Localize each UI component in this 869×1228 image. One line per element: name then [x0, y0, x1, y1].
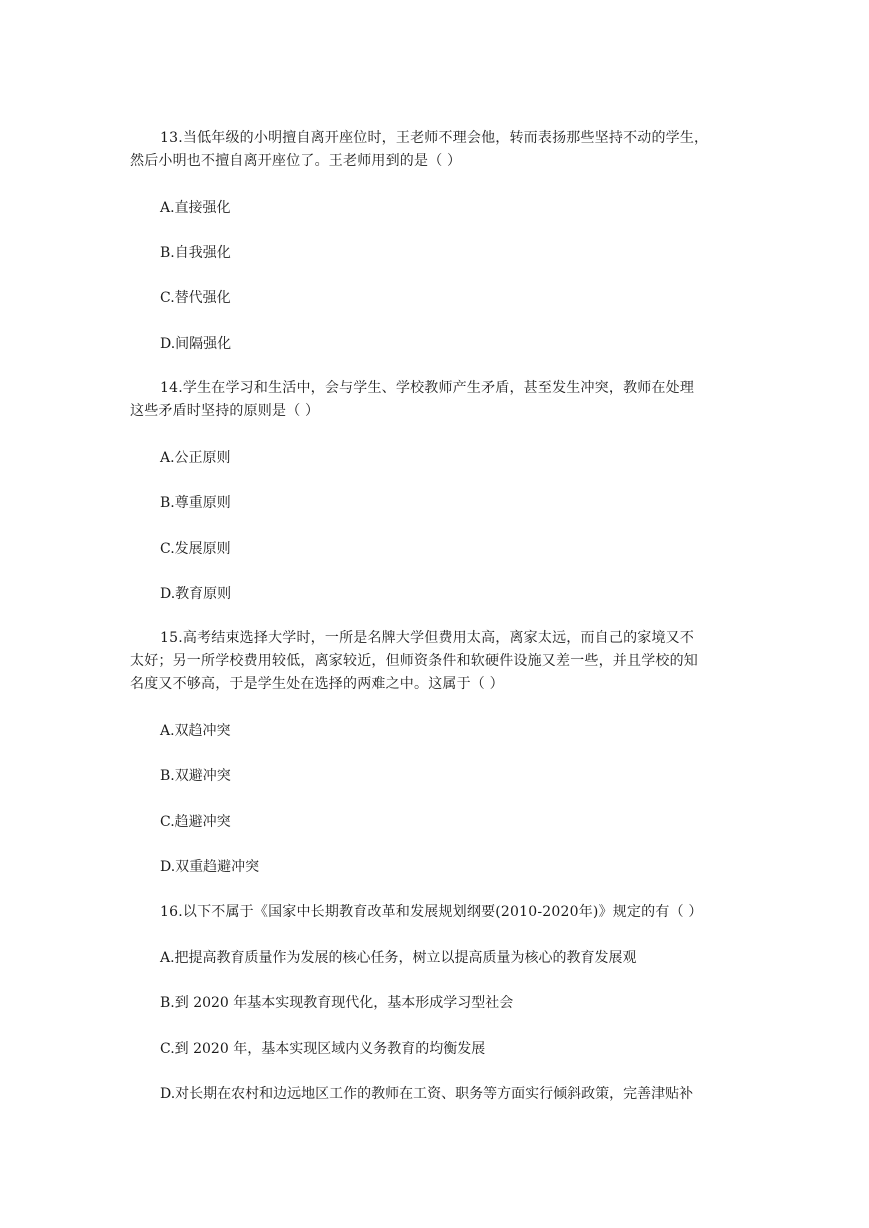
question-16-stem: [160, 901, 745, 924]
question-13-option-b: B.自我强化: [160, 245, 231, 261]
question-stem-line: 14.学生在学习和生活中，会与学生、学校教师产生矛盾，甚至发生冲突，教师在处理: [160, 380, 695, 396]
question-13-option-c: C.替代强化: [160, 290, 231, 306]
question-stem-line: 15.高考结束选择大学时，一所是名牌大学但费用太高，离家太远，而自己的家境又不: [160, 630, 695, 646]
question-stem-line: 13.当低年级的小明擅自离开座位时，王老师不理会他，转而表扬那些坚持不动的学生，: [160, 130, 709, 146]
question-14-option-c: C.发展原则: [160, 541, 231, 557]
question-15-option-b: B.双避冲突: [160, 768, 231, 784]
question-15-stem: [130, 627, 745, 696]
question-stem-line: 这些矛盾时坚持的原则是（ ）: [130, 403, 320, 419]
question-13-stem: [130, 127, 745, 173]
question-16-option-b: B.到 2020 年基本实现教育现代化，基本形成学习型社会: [160, 995, 514, 1011]
question-14-option-a: A.公正原则: [160, 450, 231, 466]
question-stem-line: 16.以下不属于《国家中长期教育改革和发展规划纲要(2010-2020年)》规定的有（ ）: [160, 904, 703, 920]
question-13-option-d: D.间隔强化: [160, 336, 232, 352]
question-16-option-d: D.对长期在农村和边远地区工作的教师在工资、职务等方面实行倾斜政策，完善津贴补: [160, 1086, 694, 1102]
question-13-option-a: A.直接强化: [160, 200, 231, 216]
question-16-option-c: C.到 2020 年，基本实现区域内义务教育的均衡发展: [160, 1041, 486, 1057]
question-14-option-b: B.尊重原则: [160, 495, 231, 511]
question-stem-line: 名度又不够高，于是学生处在选择的两难之中。这属于（ ）: [130, 676, 504, 692]
question-15-option-c: C.趋避冲突: [160, 814, 231, 830]
question-14-option-d: D.教育原则: [160, 586, 232, 602]
question-16-option-a: A.把提高教育质量作为发展的核心任务，树立以提高质量为核心的教育发展观: [160, 950, 637, 966]
question-15-option-a: A.双趋冲突: [160, 723, 231, 739]
question-14-stem: [130, 377, 745, 423]
question-stem-line: 太好；另一所学校费用较低，离家较近，但师资条件和软硬件设施又差一些，并且学校的知: [130, 653, 698, 669]
question-stem-line: 然后小明也不擅自离开座位了。王老师用到的是（ ）: [130, 153, 462, 169]
question-15-option-d: D.双重趋避冲突: [160, 859, 260, 875]
